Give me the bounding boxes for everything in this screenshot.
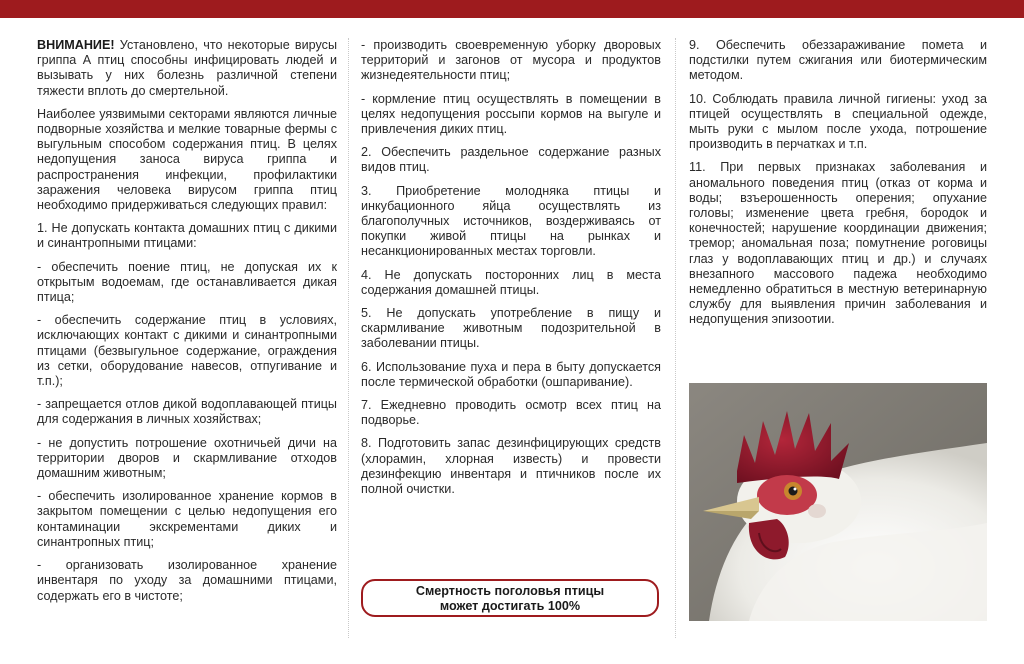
- rule-paragraph: 11. При первых признаках заболевания и аномального поведения птиц (отказ от корма и воды; взъерошенность оперения; опухание головы; изменение цвета гребня, бородок и конечностей; нарушение координации движения; тремор; аномальная поза; помутнение роговицы глаз у водоплавающих птиц и др.) и случаях внезапного массового падежа необходимо немедленно обратиться в местную ветеринарную службу для выявления причин заболевания и недопущения эпизоотии.: [689, 160, 987, 327]
- rule-paragraph: - обеспечить содержание птиц в условиях, исключающих контакт с дикими и синантропными птицами (безвыгульное содержание, ограждения из сетки, оборудование навесов, отпугивание и т.п.);: [37, 313, 337, 389]
- column-divider: [675, 38, 677, 638]
- callout-line: может достигать 100%: [439, 599, 581, 613]
- rule-paragraph: 10. Соблюдать правила личной гигиены: уход за птицей осуществлять в специальной одежде, мыть руки с мылом после ухода, потрошение производить в перчатках и т.п.: [689, 91, 987, 152]
- rule-paragraph: - не допустить потрошение охотничьей дичи на территории дворов и скармливание отходов домашним животным;: [37, 435, 337, 481]
- rule-paragraph: 4. Не допускать посторонних лиц в места содержания домашней птицы.: [361, 267, 661, 297]
- warning-label: ВНИМАНИЕ!: [37, 38, 115, 52]
- rule-paragraph: - кормление птиц осуществлять в помещении в целях недопущения россыпи кормов на выгуле и привлечения диких птиц.: [361, 91, 661, 137]
- column-1: [37, 38, 337, 612]
- intro-paragraph: Наиболее уязвимыми секторами являются личные подворные хозяйства и мелкие товарные фермы с выгульным способом содержания птиц. В целях недопущения заноса вируса гриппа и распространения инфекции, профилактики заражения человека вирусом гриппа птиц необходимо придерживаться следующих правил:: [37, 106, 337, 213]
- chicken-photo: [689, 383, 987, 621]
- rule-paragraph: 3. Приобретение молодняка птицы и инкубационного яйца осуществлять из благополучных источников, воздерживаясь от покупки живой птицы на рынках и несанкционированных местах торговли.: [361, 183, 661, 259]
- rule-paragraph: 7. Ежедневно проводить осмотр всех птиц на подворье.: [361, 398, 661, 428]
- warning-paragraph: [37, 38, 337, 99]
- callout-line: Смертность поголовья птицы: [415, 584, 605, 598]
- column-2: [361, 38, 661, 505]
- rule-paragraph: - обеспечить изолированное хранение кормов в закрытом помещении с целью недопущения его контаминации экскрементами диких и синантропных птиц;: [37, 489, 337, 549]
- rule-paragraph: - обеспечить поение птиц, не допуская их к открытым водоемам, где останавливается дикая птица;: [37, 259, 337, 305]
- top-accent-bar: [0, 0, 1024, 18]
- chicken-illustration: [689, 383, 987, 621]
- rule-paragraph: 5. Не допускать употребление в пищу и скармливание животным подозрительной в заболевании птицы.: [361, 306, 661, 351]
- column-divider: [348, 38, 350, 638]
- rule-paragraph: - запрещается отлов дикой водоплавающей птицы для содержания в личных хозяйствах;: [37, 397, 337, 427]
- column-3: [689, 38, 987, 336]
- rule-paragraph: 9. Обеспечить обеззараживание помета и подстилки путем сжигания или биотермическим методом.: [689, 38, 987, 83]
- rule-paragraph: 2. Обеспечить раздельное содержание разных видов птиц.: [361, 145, 661, 175]
- rule-paragraph: 6. Использование пуха и пера в быту допускается после термической обработки (ошпаривание).: [361, 359, 661, 389]
- rule-paragraph: 1. Не допускать контакта домашних птиц с дикими и синантропными птицами:: [37, 221, 337, 251]
- rule-paragraph: - организовать изолированное хранение инвентаря по уходу за домашними птицами, содержать его в чистоте;: [37, 558, 337, 603]
- mortality-callout: [361, 579, 659, 617]
- rule-paragraph: - производить своевременную уборку дворовых территорий и загонов от мусора и продуктов жизнедеятельности птиц;: [361, 38, 661, 83]
- warning-text: Установлено, что некоторые вирусы гриппа А птиц способны инфицировать людей и вызывать у них болезнь различной степени тяжести вплоть до смертельной.: [37, 38, 337, 98]
- rule-paragraph: 8. Подготовить запас дезинфицирующих средств (хлорамин, хлорная известь) и провести дезинфекцию инвентаря и птичников после их полной очистки.: [361, 436, 661, 497]
